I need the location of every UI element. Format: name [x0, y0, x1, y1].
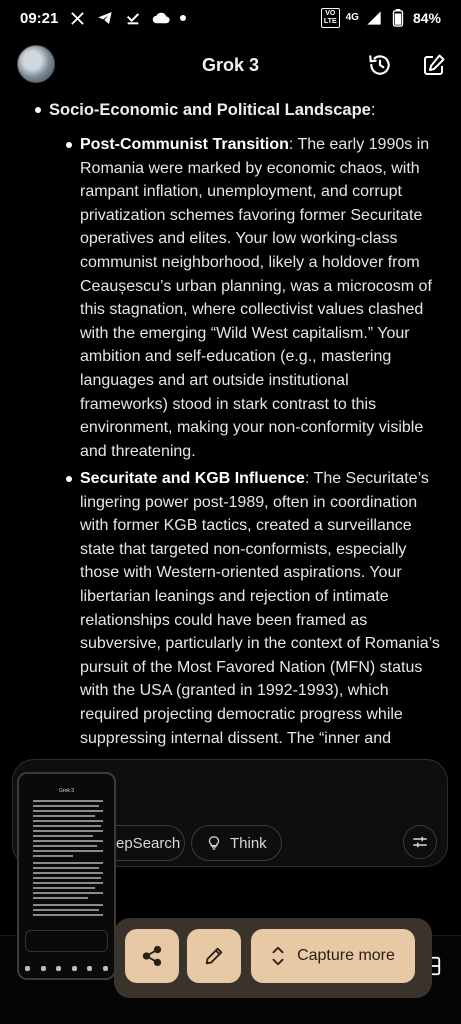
- item-text: : The early 1990s in Romania were marked by economic chaos, with rampant inflation, unemployment, and corrupt privatization schemes favoring former Securitate operatives and elites. Your low working-class communist neighborhood, likely a holdover from Ceaușescu’s urban planning, was a microcosm of this stagnation, where collectivist values clashed with the emerging “Wild West capitalism.” Your ambition and self-education (e.g., mastering languages and art outside institutional frameworks) stood in stark contrast to this environment, making your non-conformity visible and threatening.: [80, 136, 432, 460]
- notification-dot-icon: [180, 15, 186, 21]
- list-item: [80, 133, 440, 463]
- app-header: [0, 40, 461, 94]
- battery-percent: 84%: [412, 10, 441, 26]
- thumbnail-nav: [25, 962, 108, 974]
- thumbnail-composer: [25, 930, 108, 952]
- capture-more-label: Capture more: [297, 947, 395, 964]
- list-item: [80, 467, 440, 750]
- battery-icon: [389, 9, 407, 27]
- expand-vertical-icon: [271, 945, 285, 967]
- new-chat-button[interactable]: [421, 52, 447, 78]
- status-bar: [0, 0, 461, 36]
- download-done-icon: [124, 9, 142, 27]
- x-app-icon: [68, 9, 86, 27]
- bullet-icon: [66, 476, 72, 482]
- volte-badge: VO LTE: [321, 8, 340, 28]
- settings-tune-button[interactable]: [403, 825, 437, 859]
- network-type: 4G: [345, 12, 359, 23]
- lightbulb-icon: [206, 834, 222, 852]
- item-label: Securitate and KGB Influence: [80, 470, 305, 487]
- bullet-icon: [35, 107, 41, 113]
- think-button[interactable]: Think: [191, 825, 282, 861]
- edit-screenshot-button[interactable]: [187, 929, 241, 983]
- item-text: : The Securitate’s lingering power post-1989, often in coordination with former KGB tactics, created a surveillance state that targeted non-conformists, especially those with Western-oriented aspirations. Your libertarian leanings and rejection of intimate relationships could have been framed as subversive, particularly in the context of Romania’s pursuit of the Most Favored Nation (MFN) status with the USA (granted in 1992-1993), which required projecting democratic progress while suppressing internal dissent. The “inner and: [80, 470, 440, 747]
- item-label: Post-Communist Transition: [80, 136, 289, 153]
- status-time: 09:21: [20, 9, 59, 27]
- deepsearch-button[interactable]: epSearch: [93, 825, 185, 861]
- message-content: [0, 95, 461, 755]
- bullet-icon: [66, 142, 72, 148]
- signal-strength-icon: [365, 9, 383, 27]
- share-button[interactable]: [125, 929, 179, 983]
- telegram-icon: [96, 9, 114, 27]
- share-icon: [141, 945, 163, 967]
- thumbnail-title: Grok 3: [58, 788, 74, 794]
- history-button[interactable]: [367, 52, 393, 78]
- cloud-icon: [152, 9, 170, 27]
- sliders-icon: [411, 833, 429, 851]
- edit-icon: [422, 53, 446, 77]
- page-title: Grok 3: [201, 55, 260, 75]
- history-icon: [367, 52, 393, 78]
- screenshot-thumbnail[interactable]: [17, 772, 116, 980]
- capture-more-button[interactable]: [251, 929, 415, 983]
- pencil-icon: [203, 945, 225, 967]
- section-heading: Socio-Economic and Political Landscape:: [35, 98, 375, 122]
- screenshot-toolbar: [114, 918, 432, 998]
